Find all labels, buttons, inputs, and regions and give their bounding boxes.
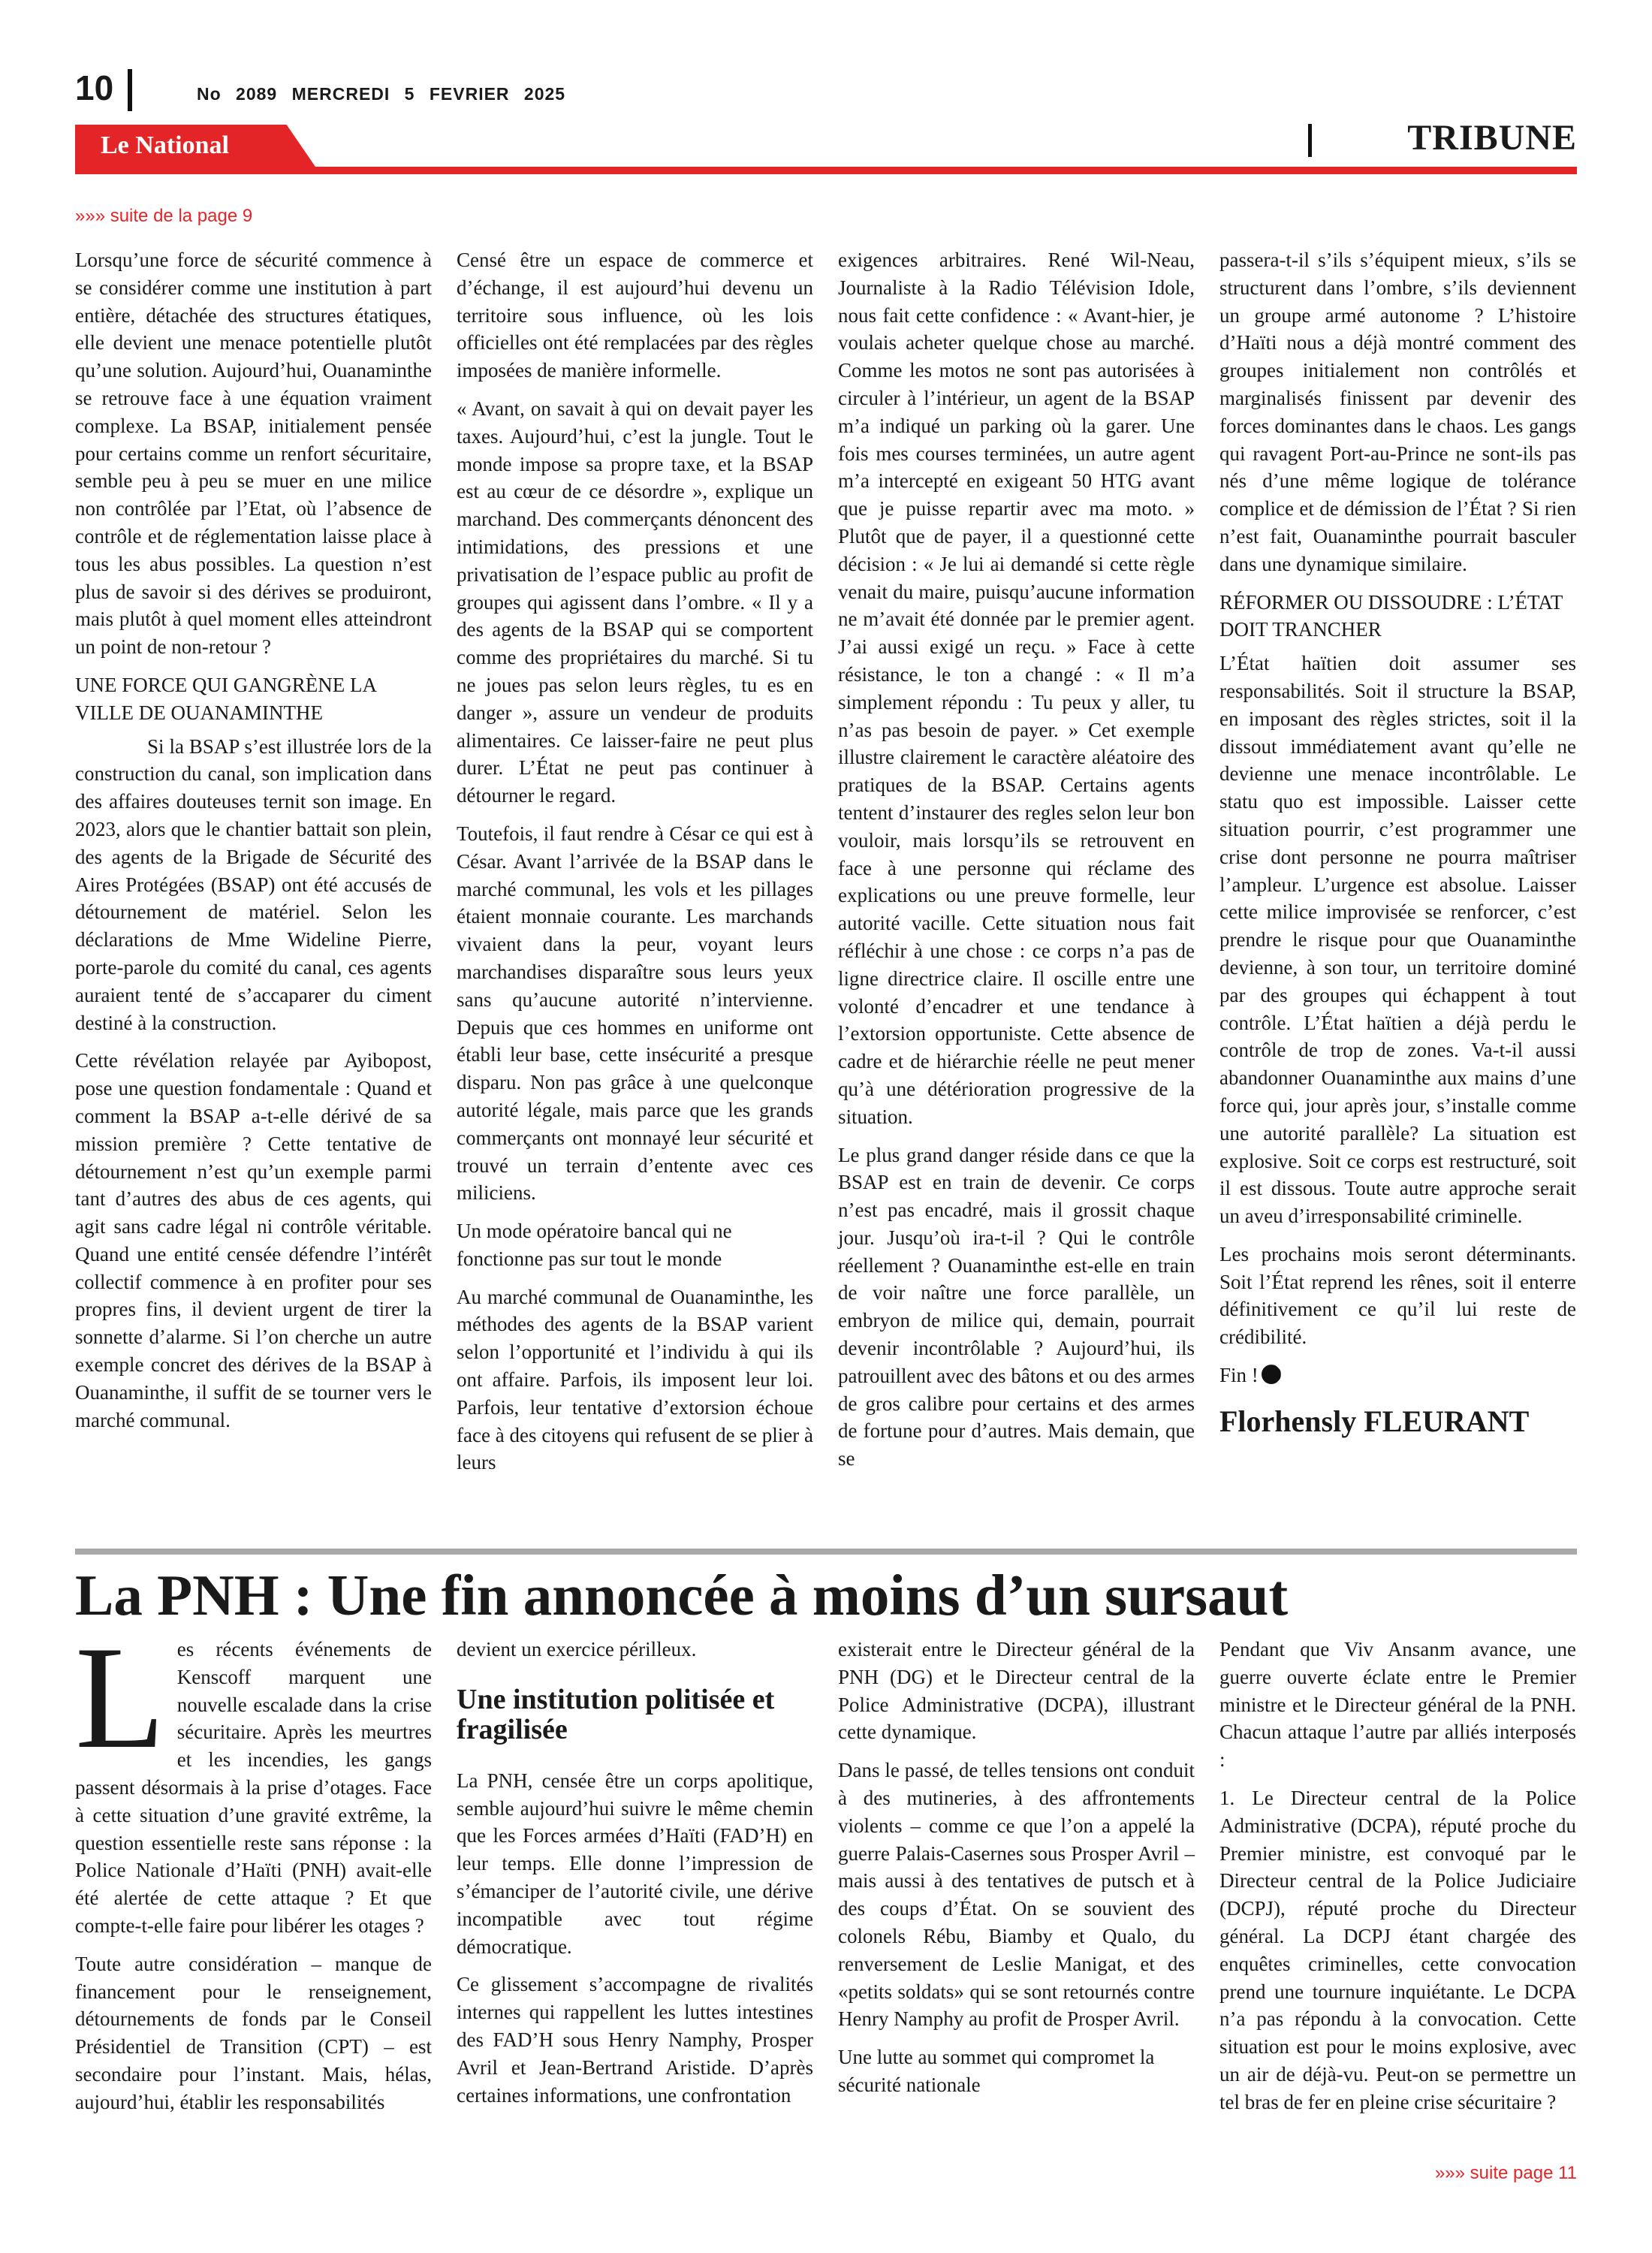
paragraph: Dans le passé, de telles tensions ont conduit à des mutineries, à des affrontements violents – comme ce que l’on a appelé la guerre Palais-Casernes sous Prosper Avril – mais aussi à des tentatives de putsch et à des coups d’État. On se souvient des colonels Rébu, Biamby et Qualo, du renversement de Leslie Manigat, et des «petits soldats» qui se sont retournés contre Henry Namphy au profit de Prosper Avril. bbox=[838, 1759, 1195, 2031]
paragraph: Toute autre considération – manque de financement pour le renseignement, détournements de fonds par le Conseil Présidentiel de Transition (CPT) – est secondaire pour l’instant. Mais, hélas, aujourd’hui, établir les responsabilités bbox=[75, 1952, 432, 2113]
paragraph: Les prochains mois seront déterminants. Soit l’État reprend les rênes, soit il enterre définitivement ce qu’il lui reste de crédibilité. bbox=[1219, 1242, 1576, 1349]
paragraph: L’État haïtien doit assumer ses responsabilités. Soit il structure la BSAP, en imposant des règles strictes, soit il la dissout immédiatement avant qu’elle ne devienne une menace incontrôlable. Le statu quo est impossible. Laisser cette situation pourrir, c’est programmer une crise dont personne ne pourra maîtriser l’ampleur. L’urgence est absolue. Laisser cette milice improvisée se renforcer, c’est prendre le risque pour que Ouanaminthe devienne, à son tour, un territoire dominé par des groupes qui échappent à tout contrôle. L’État haïtien a déjà perdu le contrôle de trop de zones. Va-t-il aussi abandonner Ouanaminthe aux mains d’une force qui, jour après jour, s’installe comme une autorité parallèle? La situation est explosive. Soit ce corps est restructuré, soit il est dissous. Toute autre approche serait un aveu d’irresponsabilité criminelle. bbox=[1219, 652, 1576, 1228]
paragraph: Au marché communal de Ouanaminthe, les méthodes des agents de la BSAP varient selon l’opportunité et l’individu à qui ils ont affaire. Parfois, ils imposent leur loi. Parfois, leur tentative d’extorsion échoue face à des citoyens qui refusent de se plier à leurs bbox=[457, 1285, 813, 1474]
article2-column-2 bbox=[457, 1636, 813, 2119]
subheading: Une lutte au sommet qui compromet la sécurité nationale bbox=[838, 2046, 1155, 2096]
paragraph: Cette révélation relayée par Ayibopost, pose une question fondamentale : Quand et comment la BSAP a-t-elle dérivé de sa mission première ? Cette tentative de détournement n’est qu’un exemple parmi tant d’autres des abus de ces agents, qui agit sans cadre légal ni contrôle véritable. Quand une entité censée défendre l’intérêt collectif commence à en profiter pour ses propres fins, il devient urgent de tirer la sonnette d’alarme. Si l’on cherche un autre exemple concret des dérives de la BSAP à Ouanaminthe, il suffit de se tourner vers le marché communal. bbox=[75, 1049, 432, 1431]
paragraph: existerait entre le Directeur général de la PNH (DG) et le Directeur central de la Police Administrative (DCPA), illustrant cette dynamique. bbox=[838, 1638, 1195, 1744]
paragraph: exigences arbitraires. René Wil-Neau, Journaliste à la Radio Télévision Idole, nous fait cette confidence : « Avant-hier, je voulais acheter quelque chose au marché. Comme les motos ne sont pas autorisées à circuler à l’intérieur, un agent de la BSAP m’a indiqué un parking où la garer. Une fois mes courses terminées, un autre agent m’a intercepté en exigeant 50 HTG avant que je puisse repartir avec ma moto. » Plutôt que de payer, il a questionné cette décision : « Je lui ai demandé si cette règle venait du maire, puisqu’aucune information ne m’avait été donnée par le premier agent. J’ai aussi exigé un reçu. » Face à cette résistance, le ton a changé : « Il m’a simplement répondu : Tu peux y aller, tu n’as pas besoin de payer. » Cet exemple illustre clairement le caractère aléatoire des pratiques de la BSAP. Certains agents tentent d’instaurer des regles selon leur bon vouloir, mais lorsqu’ils se retrouvent en face à une personne qui réclame des explications ou une preuve formelle, leur autorité vacille. Cette situation nous fait réfléchir à une chose : ce corps n’a pas de ligne directrice claire. Il oscille entre une volonté d’encadrer et une tendance à l’extorsion opportuniste. Cette absence de cadre et de hiérarchie réelle ne peut mener qu’à une détérioration progressive de la situation. bbox=[838, 249, 1195, 1128]
continued-from-link[interactable]: »»» suite de la page 9 bbox=[75, 206, 253, 226]
paragraph: Le plus grand danger réside dans ce que la BSAP est en train de devenir. Ce corps n’est pas encadré, mais il grossit chaque jour. Jusqu’où ira-t-il ? Qui le contrôle réellement ? Ouanaminthe est-elle en train de voir naître une force parallèle, un embryon de milice qui, demain, pourrait devenir incontrôlable ? Aujourd’hui, ils patrouillent avec des bâtons et ou des armes de gros calibre pour certains et des armes de fortune pour d’autres. Mais demain, que se bbox=[838, 1143, 1195, 1470]
publication-date: MERCREDI 5 FEVRIER 2025 bbox=[291, 84, 566, 104]
paragraph: passera-t-il s’ils s’équipent mieux, s’ils se structurent dans l’ombre, s’ils deviennent un groupe armé autonome ? L’histoire d’Haïti nous a déjà montré comment des groupes initialement non contrôlés et marginalisés finissent par devenir des forces dominantes dans le chaos. Les gangs qui ravagent Port-au-Prince ne sont-ils pas nés d’une même logique de tolérance complice et de démission de l’État ? Si rien n’est fait, Ouanaminthe pourrait basculer dans une dynamique similaire. bbox=[1219, 249, 1576, 575]
article2-column-3 bbox=[838, 1636, 1195, 2110]
paragraph: Toutefois, il faut rendre à César ce qui est à César. Avant l’arrivée de la BSAP dans le marché communal, les vols et les pillages étaient monnaie courante. Les marchands vivaient dans la peur, voyant leurs marchandises disparaître sous leurs yeux sans qu’aucune autorité n’intervienne. Depuis que ces hommes en uniforme ont établi leur base, cette insécurité a presque disparu. Non pas grâce à une quelconque autorité légale, mais parce que les grands commerçants ont monnayé leur sécurité et trouvé un terrain d’entente avec ces miliciens. bbox=[457, 822, 813, 1205]
article-divider bbox=[75, 1549, 1577, 1555]
lead-paragraph bbox=[75, 1616, 432, 1940]
article1-column-1 bbox=[75, 246, 432, 1444]
paragraph: Si la BSAP s’est illustrée lors de la construction du canal, son implication dans des affaires douteuses ternit son image. En 2023, alors que le chantier battait son plein, des agents de la Brigade de Sécurité des Aires Protégées (BSAP) ont été accusés de détournement de matériel. Selon les déclarations de Mme Wideline Pierre, porte-parole du comité du canal, ces agents auraient tenté de s’accaparer du ciment destiné à la construction. bbox=[75, 734, 432, 1034]
subheading: Une institution politisée et fragilisée bbox=[457, 1683, 775, 1745]
header-rule bbox=[75, 167, 1577, 174]
paragraph: Censé être un espace de commerce et d’échange, il est aujourd’hui devenu un territoire sous influence, où les lois officielles ont été remplacées par des règles imposées de manière informelle. bbox=[457, 249, 813, 382]
section-heading: UNE FORCE QUI GANGRÈNE LA VILLE DE OUANAMINTHE bbox=[75, 673, 376, 724]
section-heading: RÉFORMER OU DISSOUDRE : L’ÉTAT DOIT TRANCHER bbox=[1219, 590, 1563, 641]
subheading: Un mode opératoire bancal qui ne fonctionne pas sur tout le monde bbox=[457, 1220, 732, 1270]
issue-number: No 2089 bbox=[197, 84, 278, 104]
article1-column-4 bbox=[1219, 246, 1576, 1449]
paragraph: 1. Le Directeur central de la Police Administrative (DCPA), réputé proche du Premier ministre, est convoqué par le Directeur central de la Police Judiciaire (DCPJ), réputé proche du Directeur général. La DCPJ étant chargée des enquêtes criminelles, cette convocation prend une tournure inquiétante. Le DCPA n’a pas répondu à la convocation. Cette situation est pour le moins explosive, avec un air de déjà-vu. Peut-on se permettre un tel bras de fer en pleine crise sécuritaire ? bbox=[1219, 1786, 1576, 2113]
article1-column-3 bbox=[838, 246, 1195, 1483]
issue-date-line bbox=[197, 84, 565, 104]
paragraph: La PNH, censée être un corps apolitique, semble aujourd’hui suivre le même chemin que les Forces armées d’Haïti (FAD’H) en leur temps. Elle donne l’impression de s’émanciper de l’autorité civile, une dérive incompatible avec tout régime démocratique. bbox=[457, 1769, 813, 1958]
continued-to-link[interactable]: »»» suite page 11 bbox=[1434, 2163, 1577, 2183]
paragraph: « Avant, on savait à qui on devait payer les taxes. Aujourd’hui, c’est la jungle. Tout le monde impose sa propre taxe, et la BSAP est au cœur de ce désordre », explique un marchand. Des commerçants dénoncent des intimidations, des pressions et une privatisation de l’espace public au profit de groupes qui agissent dans l’ombre. « Il y a des agents de la BSAP qui se comportent comme des propriétaires du marché. Si tu ne joues pas selon leurs règles, tu es en danger », assure un vendeur de produits alimentaires. Ce laisser-faire ne peut plus durer. L’État ne peut pas continuer à détourner le regard. bbox=[457, 397, 813, 807]
drop-cap: L bbox=[75, 1616, 165, 1779]
section-divider bbox=[1308, 124, 1312, 157]
article2-headline: La PNH : Une fin annoncée à moins d’un sursaut bbox=[75, 1563, 1289, 1627]
paragraph: Ce glissement s’accompagne de rivalités internes qui rappellent les luttes intestines des FAD’H sous Henry Namphy, Prosper Avril et Jean-Bertrand Aristide. D’après certaines informations, une confrontation bbox=[457, 1973, 813, 2107]
section-title: TRIBUNE bbox=[1407, 118, 1577, 158]
article2-column-4 bbox=[1219, 1636, 1576, 2127]
lead-text: es récents événements de Kenscoff marquent une nouvelle escalade dans la crise sécuritaire. Après les meurtres et les incendies, les gangs passent désormais à la prise d’otages. Face à cette situation d’une gravité extrême, la question essentielle reste sans réponse : la Police Nationale d’Haïti (PNH) avait-elle été alertée de cette attaque ? Et que compte-t-elle faire pour libérer les otages ? bbox=[75, 1638, 432, 1937]
end-line bbox=[1219, 1362, 1576, 1389]
paragraph: devient un exercice périlleux. bbox=[457, 1638, 697, 1660]
page-number-divider bbox=[128, 69, 132, 111]
article1-column-2 bbox=[457, 246, 813, 1487]
brand-name: Le National bbox=[101, 131, 229, 159]
paragraph: Lorsqu’une force de sécurité commence à se considérer comme une institution à part entière, détachée des structures étatiques, elle devient une menace potentielle plutôt qu’une solution. Aujourd’hui, Ouanaminthe se retrouve face à une équation vraiment complexe. La BSAP, initialement pensée pour certains comme un renfort sécuritaire, semble peu à peu se muer en une milice non contrôlée par l’Etat, où l’absence de contrôle et de réglementation laisse place à tous les abus possibles. La question n’est plus de savoir si des dérives se produiront, mais plutôt à quel moment elles atteindront un point de non-retour ? bbox=[75, 249, 432, 659]
paragraph: Pendant que Viv Ansanm avance, une guerre ouverte éclate entre le Premier ministre et le Directeur général de la PNH. Chacun attaque l’autre par alliés interposés : bbox=[1219, 1638, 1576, 1772]
end-mark-icon bbox=[1262, 1365, 1281, 1384]
article2-column-1 bbox=[75, 1616, 432, 2127]
end-text: Fin ! bbox=[1219, 1364, 1259, 1387]
author-signature: Florhensly FLEURANT bbox=[1219, 1404, 1530, 1438]
page-number: 10 bbox=[75, 68, 114, 107]
